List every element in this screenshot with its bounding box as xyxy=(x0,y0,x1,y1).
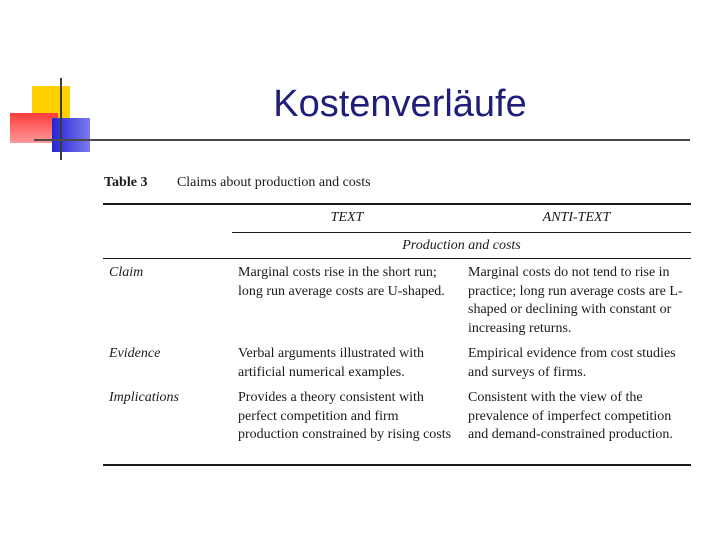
table-caption xyxy=(104,174,371,192)
table-bottom-rule xyxy=(103,464,691,466)
column-header-text: TEXT xyxy=(330,210,364,225)
cell-implications-text: Provides a theory consistent with perfect competition and firm production constrained by rising costs xyxy=(238,390,452,442)
table-subheader: Production and costs xyxy=(402,238,521,253)
row-label-claim: Claim xyxy=(109,265,144,280)
column-header-anti-text: ANTI-TEXT xyxy=(542,210,611,225)
cell-implications-anti-text: Consistent with the view of the prevalence of imperfect competition and demand-constrained production. xyxy=(468,390,673,442)
table-caption-text: Claims about production and costs xyxy=(176,175,371,190)
ornament-vertical-line xyxy=(60,78,62,160)
table-header-rule xyxy=(103,258,691,259)
cell-evidence-anti-text: Empirical evidence from cost studies and surveys of firms. xyxy=(468,346,676,380)
row-label-evidence: Evidence xyxy=(109,346,161,361)
cell-claim-text: Marginal costs rise in the short run; long run average costs are U-shaped. xyxy=(238,265,445,299)
table-number: Table 3 xyxy=(104,175,148,190)
table-top-rule xyxy=(103,203,691,205)
title-underline xyxy=(34,139,690,141)
ornament-blue-square xyxy=(52,118,90,152)
row-label-implications: Implications xyxy=(109,390,179,405)
slide-title: Kostenverläufe xyxy=(273,83,527,125)
cell-evidence-text: Verbal arguments illustrated with artificial numerical examples. xyxy=(238,346,424,380)
column-header-rule xyxy=(232,232,691,233)
cell-claim-anti-text: Marginal costs do not tend to rise in practice; long run average costs are L-shaped or declining with constant or increasing returns. xyxy=(468,265,683,336)
